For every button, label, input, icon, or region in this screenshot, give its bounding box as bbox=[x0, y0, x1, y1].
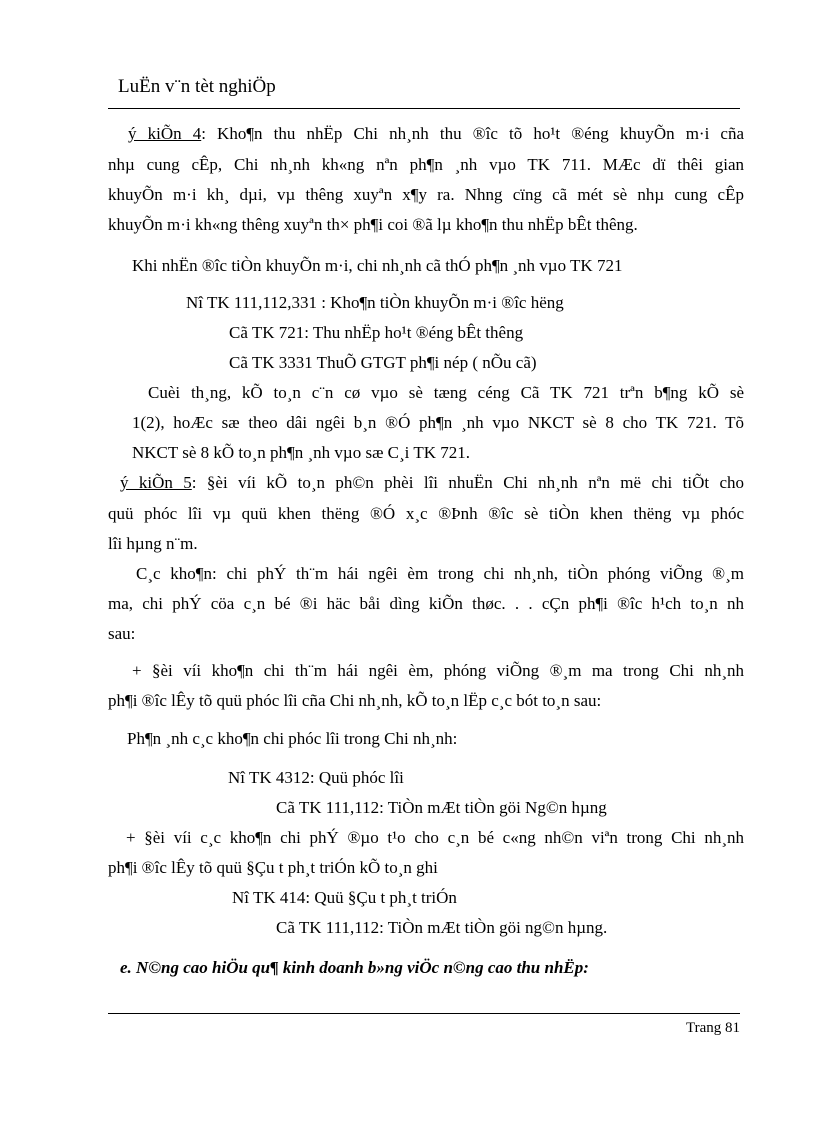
p4-line-1: + §èi víi kho¶n chi th¨m hái ngêi èm, phóng viÕng ®¸m ma trong Chi nh¸nh bbox=[132, 661, 744, 680]
y4-line-6: Cuèi th¸ng, kÕ to¸n c¨n cø vµo sè tæng céng Cã TK 721 trªn b¶ng kÕ sè bbox=[148, 383, 744, 402]
header-divider bbox=[108, 108, 740, 109]
entry3-credit: Cã TK 111,112: TiÒn mÆt tiÒn göi ng©n hµng. bbox=[276, 918, 608, 937]
p3-line-1: C¸c kho¶n: chi phÝ th¨m hái ngêi èm trong chi nh¸nh, tiÒn phóng viÕng ®¸m bbox=[136, 564, 744, 583]
footer-divider bbox=[108, 1013, 740, 1014]
page-number: Trang 81 bbox=[685, 1020, 740, 1036]
y4-text-1: : Kho¶n thu nhËp Chi nh¸nh thu ®îc tõ ho¹t ®éng khuyÕn m·i cña bbox=[201, 124, 745, 143]
page-header-title: LuËn v¨n tèt nghiÖp bbox=[118, 76, 276, 97]
entry2-credit: Cã TK 111,112: TiÒn mÆt tiÒn göi Ng©n hµng bbox=[276, 798, 607, 817]
p3-line-3: sau: bbox=[108, 624, 136, 643]
p5-line: Ph¶n ¸nh c¸c kho¶n chi phóc lîi trong Chi nh¸nh: bbox=[127, 729, 458, 748]
p6-line-2: ph¶i ®îc lÊy tõ quü §Çu t ph¸t triÓn kÕ to¸n ghi bbox=[108, 858, 438, 877]
y4-line-2: nhµ cung cÊp, Chi nh¸nh kh«ng nªn ph¶n ¸nh vµo TK 711. MÆc dï thêi gian bbox=[108, 155, 744, 174]
y5-line-2: quü phóc lîi vµ quü khen thëng ®Ó x¸c ®Þnh ®îc sè tiÒn khen thëng vµ phóc bbox=[108, 504, 744, 523]
p6-line-1: + §èi víi c¸c kho¶n chi phÝ ®µo t¹o cho c¸n bé c«ng nh©n viªn trong Chi nh¸nh bbox=[126, 828, 744, 847]
section-heading-e: e. N©ng cao hiÖu qu¶ kinh doanh b»ng viÖc n©ng cao thu nhËp: bbox=[120, 958, 589, 977]
entry2-debit: Nî TK 4312: Quü phóc lîi bbox=[228, 768, 404, 787]
entry1-debit: Nî TK 111,112,331 : Kho¶n tiÒn khuyÕn m·i ®îc hëng bbox=[186, 293, 564, 312]
y5-line-1 bbox=[120, 472, 744, 494]
y5-line-3: lîi hµng n¨m. bbox=[108, 534, 198, 553]
y4-line-5: Khi nhËn ®îc tiÒn khuyÕn m·i, chi nh¸nh cã thÓ ph¶n ¸nh vµo TK 721 bbox=[132, 256, 623, 275]
y4-label: ý kiÕn 4 bbox=[128, 124, 202, 143]
y5-label: ý kiÕn 5 bbox=[120, 473, 192, 492]
entry3-debit: Nî TK 414: Quü §Çu t ph¸t triÓn bbox=[232, 888, 457, 907]
y4-line-7: 1(2), hoÆc sæ theo dâi ngêi b¸n ®Ó ph¶n ¸nh vµo NKCT sè 8 cho TK 721. Tõ bbox=[132, 413, 744, 432]
p4-line-2: ph¶i ®îc lÊy tõ quü phóc lîi cña Chi nh¸nh, kÕ to¸n lËp c¸c bót to¸n sau: bbox=[108, 691, 602, 710]
entry1-credit-2: Cã TK 3331 ThuÕ GTGT ph¶i nép ( nÕu cã) bbox=[229, 353, 537, 372]
y4-line-4: khuyÕn m·i kh«ng thêng xuyªn th× ph¶i coi ®ã lµ kho¶n thu nhËp bÊt thêng. bbox=[108, 215, 638, 234]
y4-line-8: NKCT sè 8 kÕ to¸n ph¶n ¸nh vµo sæ C¸i TK 721. bbox=[132, 443, 470, 462]
p3-line-2: ma, chi phÝ cöa c¸n bé ®i häc båi dìng kiÕn thøc. . . cÇn ph¶i ®îc h¹ch to¸n nh bbox=[108, 594, 744, 613]
entry1-credit-1: Cã TK 721: Thu nhËp ho¹t ®éng bÊt thêng bbox=[229, 323, 524, 342]
y4-line-3: khuyÕn m·i kh¸ dµi, vµ thêng xuyªn x¶y ra. Nhng cïng cã mét sè nhµ cung cÊp bbox=[108, 185, 744, 204]
y4-line-1 bbox=[108, 123, 744, 145]
y5-text-1: : §èi víi kÕ to¸n ph©n phèi lîi nhuËn Chi nh¸nh nªn më chi tiÕt cho bbox=[191, 473, 745, 492]
